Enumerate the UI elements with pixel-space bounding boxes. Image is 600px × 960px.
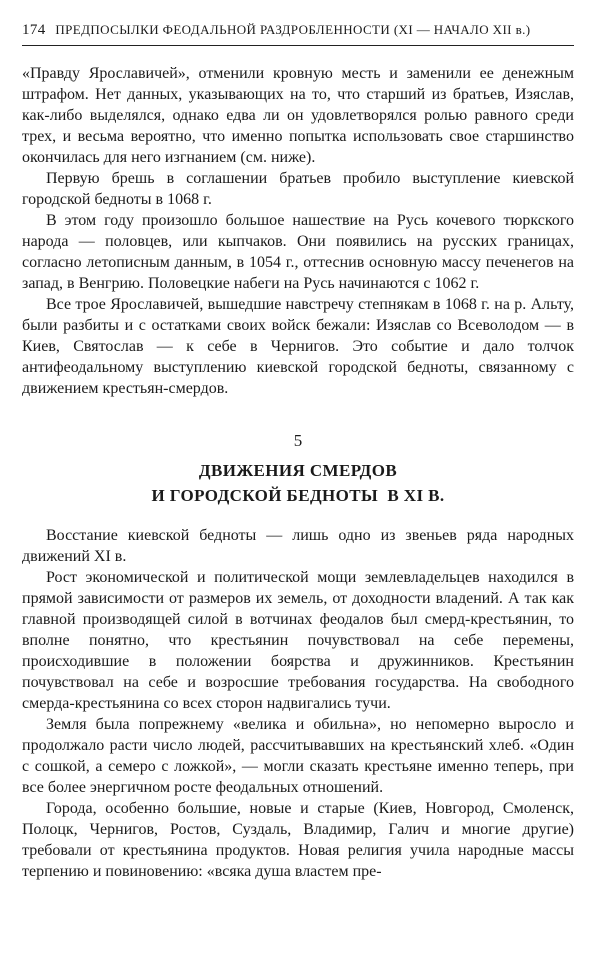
page-number: 174 (22, 22, 46, 38)
paragraph: Первую брешь в соглашении братьев пробило выступление киевской городской бедноты в 1068 г. (22, 170, 574, 208)
paragraph: Города, особенно большие, новые и старые (Киев, Новгород, Смоленск, Полоцк, Чернигов, Ростов, Суздаль, Владимир, Галич и многие другие) требовали от крестьянина продуктов. Новая религия учила народные массы терпению и повиновению: «всяка душа властем пре- (22, 800, 574, 880)
section-title (22, 458, 574, 508)
section-title-line-2: И ГОРОДСКОЙ БЕДНОТЫ В XI В. (151, 486, 445, 505)
section-text (22, 525, 574, 882)
running-title: ПРЕДПОСЫЛКИ ФЕОДАЛЬНОЙ РАЗДРОБЛЕННОСТИ (XI — НАЧАЛО XII в.) (55, 22, 531, 37)
paragraph: Рост экономической и политической мощи землевладельцев находился в прямой зависимости от размеров их земель, от доходности владений. А так как главной производящей силой в вотчинах феодалов был смерд-крестьянин, то вполне понятно, что крестьянин почувствовал на себе перемены, происходившие в положении боярства и дружинников. Крестьянин почувствовал на себе и возросшие требования государства. На свободного смерда-крестьянина со всех сторон надвигались тучи. (22, 569, 574, 712)
paragraph: В этом году произошло большое нашествие на Русь кочевого тюркского народа — половцев, или кыпчаков. Они появились на русских границах, согласно летописным данным, в 1054 г., оттеснив основную массу печенегов на запад, в Венгрию. Половецкие набеги на Русь начинаются с 1062 г. (22, 212, 574, 292)
paragraph: Земля была попрежнему «велика и обильна», но непомерно выросло и продолжало расти число людей, рассчитывавших на крестьянский хлеб. «Один с сошкой, а семеро с ложкой», — могли сказать крестьяне именно теперь, при все более энергичном росте феодальных отношений. (22, 716, 574, 796)
header-rule (22, 45, 574, 46)
section-title-line-1: ДВИЖЕНИЯ СМЕРДОВ (198, 461, 398, 480)
section-number: 5 (293, 431, 303, 450)
paragraph: Все трое Ярославичей, вышедшие навстречу степнякам в 1068 г. на р. Альту, были разбиты и с остатками своих войск бежали: Изяслав со Всеволодом — в Киев, Святослав — к себе в Чернигов. Это событие и дало толчок антифеодальному выступлению киевской городской бедноты, связанному с движением крестьян-смердов. (22, 296, 574, 397)
running-header (22, 22, 574, 44)
paragraph: Восстание киевской бедноты — лишь одно из звеньев ряда народных движений XI в. (22, 527, 574, 565)
intro-text (22, 63, 574, 399)
paragraph: «Правду Ярославичей», отменили кровную месть и заменили ее денежным штрафом. Нет данных, указывающих на то, что старший из братьев, Изяслав, как-либо выделялся, однако едва ли он удовлетворялся ролью равного среди трех, и весьма вероятно, что именно попытка использовать свое старшинство окончилась для него изгнанием (см. ниже). (22, 65, 574, 166)
